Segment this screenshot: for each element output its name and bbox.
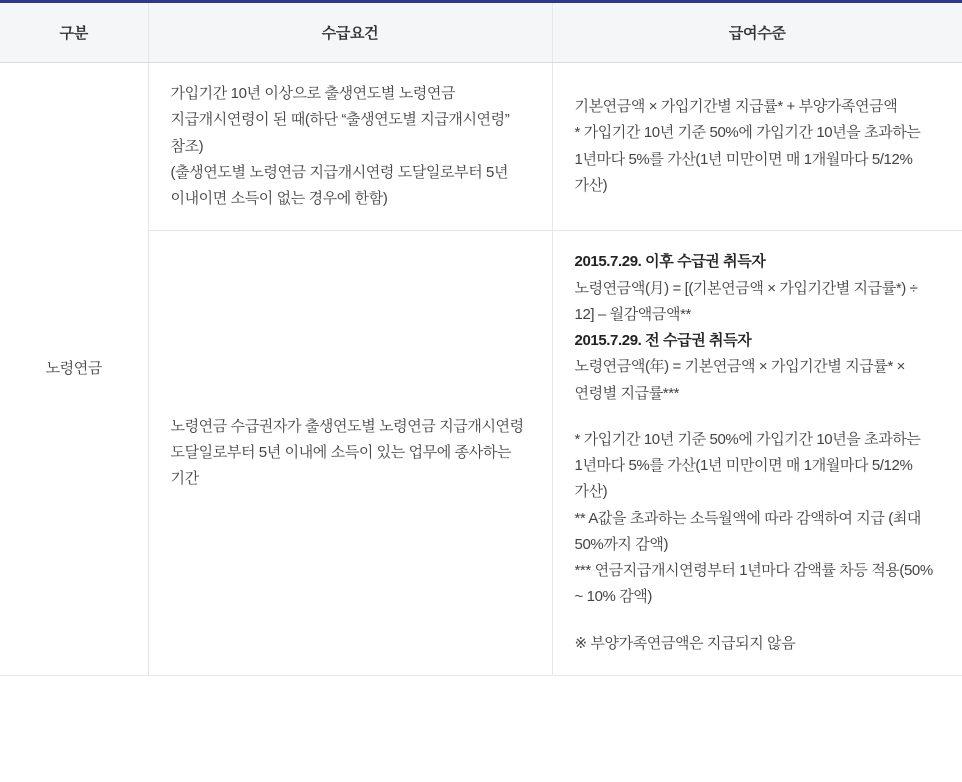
cell-benefit-level-row1 [552, 63, 962, 231]
cell-requirement-row1 [148, 63, 552, 231]
benefit-line: 노령연금액(年) = 기본연금액 × 가입기간별 지급률* × 연령별 지급률*** [574, 358, 906, 402]
benefit-line-heading: 2015.7.29. 이후 수급권 취득자 [574, 253, 766, 271]
table-body [0, 63, 962, 676]
benefit-line: * 가입기간 10년 기준 50%에 가입기간 10년을 초과하는 1년마다 5%를 가산(1년 미만이면 매 1개월마다 5/12% 가산) [574, 430, 921, 501]
benefit-line: 기본연금액 × 가입기간별 지급률* + 부양가족연금액 [574, 98, 898, 116]
benefit-spacer [575, 407, 941, 427]
column-header-requirement: 수급요건 [148, 3, 552, 63]
pension-benefit-table [0, 3, 962, 676]
column-header-benefit-level: 급여수준 [552, 3, 962, 63]
cell-benefit-level-row2 [552, 231, 962, 676]
benefit-line: 노령연금액(月) = [(기본연금액 × 가입기간별 지급률*) ÷ 12] – 월감액금액** [574, 279, 918, 323]
cell-requirement-row2 [148, 231, 552, 676]
table-row [0, 63, 962, 231]
requirement-line: 노령연금 수급권자가 출생연도별 노령연금 지급개시연령 도달일로부터 5년 이내에 소득이 있는 업무에 종사하는 기간 [170, 417, 524, 488]
cell-category-old-age-pension: 노령연금 [0, 63, 148, 676]
requirement-line: (출생연도별 노령연금 지급개시연령 도달일로부터 5년 이내이면 소득이 없는 경우에 한함) [170, 163, 509, 207]
benefit-line: *** 연금지급개시연령부터 1년마다 감액률 차등 적용(50% ~ 10% 감액) [574, 562, 933, 606]
benefit-spacer [575, 611, 941, 631]
benefit-line: ** A값을 초과하는 소득월액에 따라 감액하여 지급 (최대 50%까지 감액) [574, 509, 922, 553]
benefit-line-heading: 2015.7.29. 전 수급권 취득자 [574, 332, 752, 349]
table-head [0, 3, 962, 63]
benefit-note: ※ 부양가족연금액은 지급되지 않음 [574, 634, 796, 652]
requirement-line: 가입기간 10년 이상으로 출생연도별 노령연금 지급개시연령이 된 때(하단 “출생연도별 지급개시연령” 참조) [170, 85, 510, 155]
benefit-line: * 가입기간 10년 기준 50%에 가입기간 10년을 초과하는 1년마다 5%를 가산(1년 미만이면 매 1개월마다 5/12% 가산) [574, 124, 921, 194]
column-header-category: 구분 [0, 3, 148, 63]
table-header-row [0, 3, 962, 63]
